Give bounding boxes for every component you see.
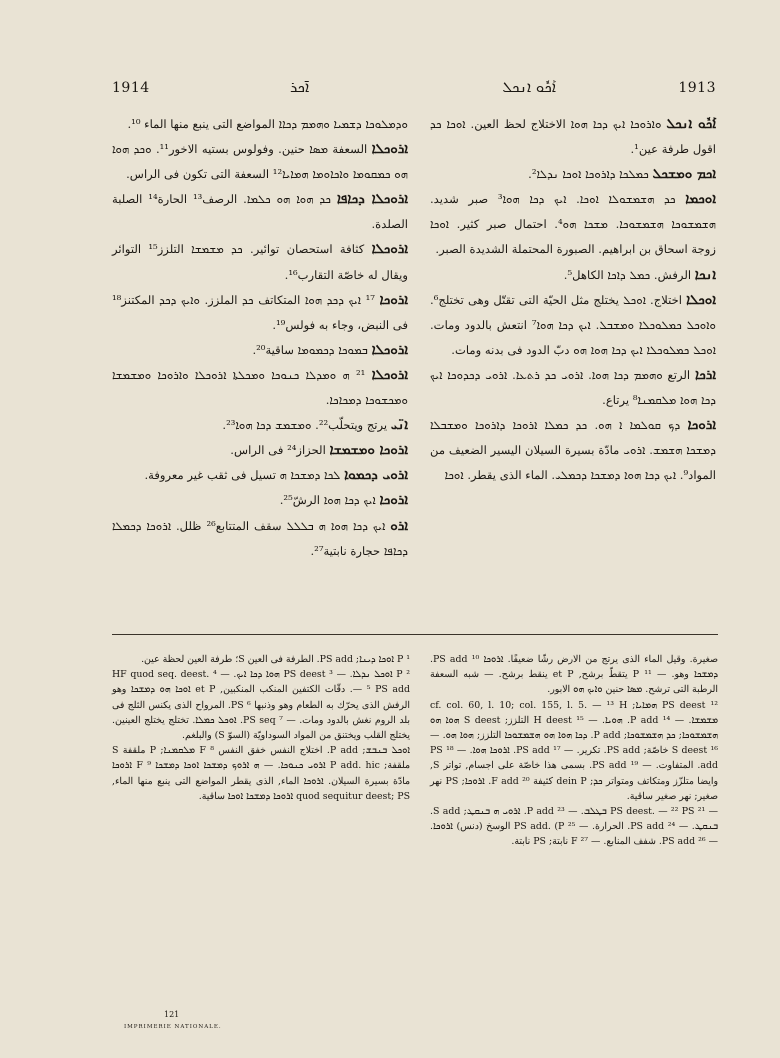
footnote: ¹ P ܐܘܟܐ ܕܝܢܐ; PS add. الطرفة فى العين S؛ طرفة العين لحظة عين. [141,654,410,665]
dictionary-entry [430,263,716,288]
footnote: ܐܘܟܠ ܒܢܒܫ; P add. اختلاج النفس خفق النفس ⁸ F ܡܠܩܡܢܐ; P ملقفة S ملقفة; P add. hic ܐܪܘܝ ܟܢܘܟܐ. — ܗ ܐܪܘܟ ܕܡܫܟܐ ܐܘܟܐ ܕܡܫܟܐ ⁹ F ܐܪܘܟܐ مادّة بسيرة السيلان. ܐܪܘܟܐ الماء, الذى يقطر المواضع التى ينبع منها الماء, quod sequitur deest; PS ܐܪܘܟܐ ܕܡܫܟܐ ܐܘܟܐ ساقية. [112,745,410,802]
right-footnotes [430,652,718,850]
dictionary-entry [112,363,408,413]
footnote: ¹² PS deest ܗܡܐܝܐ; cf. col. 60, l. 10; col. 155, l. 5. — ¹³ H ܡܫܡܫܐ. — ¹⁴ P add. ܗܘܝܐ. — ¹⁵ H deest التلزز; S deest ܗܘܐ ܗܘ ܗܫܡܫܘܟܐ; ܟܕ ܗܫܡܫܘܟܐ; P add. ܕܟܐ ܗܘܐ ܗܘ ܗܫܡܫܘܟܐ التلزز; ܗܘܐ ܗܘ. — ¹⁶ S deest خاصّة; PS add. تكرير. — ¹⁷ PS add. ܐܪܘܟܐ ܗܘܐ. — ¹⁸ PS add. المتفاوت. — ¹⁹ PS add. بسمى هذا خاصّة على اجسام, تواتر S, وايضا متلزّز ومتكاتف ومتواتر ܟܕ; dein P كثيفة ²⁰ F add. ܐܪܘܟܐ; PS نهر صغير; نهر صغير ساقية. [430,699,719,802]
right-running-head: ܐܰܟܽܘ ܐܢܟܠ [502,78,556,96]
left-column [112,112,408,564]
dictionary-entry [430,288,716,363]
entry-headword: ܐܢܟܐ [694,266,716,283]
entry-text: ܟܕ ܗܘܐ ܗܘ ܟܠܡܐ. الرصف¹³ الحارة¹⁴ الصلبة الصلدة. [112,192,408,232]
entry-text: يرتج ويتحلّب²². ܘܡܫܡܫ ܕܟܐ ܗܘܐ²³. [222,418,388,433]
footnote: صغيرة. وقيل الماء الذى يرتج من الارض رشّا ضعيفًا. ܐܪܘܟܐ ¹⁰ PS add. ܕܡܫܟܐ وهو. — ¹¹ P يتقطّ برشح, et P ينقط برشح. — شبه السعفة الرطبة التى ترشح. ܡܣܐ حنين ܘܐܝܟ ܗܘ الابور. [430,654,719,696]
entry-text: الحزاز²⁴ فى الراس. [230,443,326,458]
entry-headword: ܐܪܟܐ [694,366,716,383]
dictionary-entry [112,463,408,488]
dictionary-entry [112,112,408,137]
entry-text: الرتع ܘܗܡܡ ܕܟܐ ܗܘܐ. ܐܪܘܝ ܟܕ ܪܬܥܐ. ܐܪܘܝ ܕܟܕܘܟܐ ܐܝܟ ܕܟܐ ܗܘܐ ܡܠܩܡܢܐ⁸ يرتاع. [430,367,716,408]
entry-headword: ܐܪܘܟܠܐ [371,241,408,258]
entry-headword: ܐܪܘܝ ܕܟܡܘܐ [344,467,408,484]
entry-headword: ܐܪܘܟܠܐ [371,141,408,158]
entry-text: السعفة ܡܣܐ حنين. وفولوس بستيه الاخور¹¹. ܘܟܕ ܗܘܐ ܗܘ ܟܡܩܘܡܐ ܘܐܟܐܘܡܐ ܗܡܐܝܐ¹² السعفة التى تكون فى الراس. [112,142,408,182]
entry-text: ¹⁷ ܐܝܟ ܕܟܕ ܗܘܐ المتكاتف ܟܕ الملزز. ܘܐܝܟ ܕܟܕ المكتنز¹⁸ فى النبض، وجاء به فولس¹⁹. [112,292,408,332]
page-header [112,80,716,102]
dictionary-entry [112,288,408,338]
entry-headword: ܐܪܘ [390,517,408,534]
entry-headword: ܐܘܟܠܐ [686,291,716,308]
dictionary-entry [430,112,716,162]
dictionary-entry [112,338,408,363]
entry-headword: ܐܪܘܟܐ [379,492,408,509]
entry-text: كثافة استحصان توائير. ܟܕ ܡܫܡܫܐ التلزز¹⁵ التوائر ويقال له خاصّة التقارب¹⁶. [112,242,408,282]
dictionary-entry [112,438,408,463]
left-page-number: 1914 [112,80,150,96]
dictionary-entry [430,187,716,262]
dictionary-entry [430,363,716,413]
entry-headword: ܐܪܘܟܐ [379,291,409,308]
entry-text: ܐܝܟ ܕܟܐ ܗܘܐ الرشّ²⁵. [279,493,376,508]
footnote-rule [112,634,718,635]
right-page-number: 1913 [678,80,716,96]
right-column [430,112,716,488]
dictionary-entry [112,413,408,438]
entry-headword: ܐܪܘܟܠܐ [371,366,409,383]
entry-text: اختلاج. ܐܘܟܠ يختلج مثل الحيّة التى تقتّل وهى تختلج⁶. ܘܐܘܟܠ ܟܡܠܘܟܠܐ ܘܡܫܒܠ. ܐܝܟ ܕܟܐ ܗܘܐ⁷ انتعش بالدود ومات. ܐܘܟܠ ܟܡܠܘܟܠܐ ܐܝܟ ܕܟܐ ܗܘܐ ܗܘ دبّ الدود فى بدنه ومات. [430,292,716,357]
entry-text: ܐܝܟ ܕܟܐ ܗܘܐ ܗ ܒܠܠܠ سقف المتتابع²⁶ ظلل. ܐܪܘܟܐ ܕܟܡܠܐ ܕܟܐܦܐ حجارة نابتية²⁷. [112,518,408,558]
dictionary-entry [112,137,408,187]
signature-mark: 121 [164,1010,180,1019]
entry-text: ²¹ ܗ ܘܡܕܠܐ ܟܢܘܟܐ ܘܡܟܠܬܐ ܐܪܘܟܠܐ ܘܐܪܘܟܐ ܘܡܫܡܫܐ ܘܡܟܫܘܟܐ ܕܡܟܐܟܐ. [112,367,408,408]
footnote: ² P ܐܘܟܠ ܢܕܠܐ. — ³ PS deest ܗܘܐ ܕܟܐ ܐܝܟ. — ⁴ HF quod seq. deest. — ⁵ PS add. دقّات الكتفين المنكب المنكبين, et P ܐܘܟܐ ܗܘ ܕܡܫܟܐ وهو الرفش الذى يحرّك به الطعام وهو وذنبها ⁶ PS. المرواح الذى يكنس الثلج فى بلد الروم نغش بالدود ومات. — ⁷ PS seq. ܐܘܟܠ ܟܡܠܐ. تختلج يختلج العينين. يختلج القلب ويختنق من المواد السوداويّة (السوّ S) والبلغم. [112,669,411,742]
entry-headword: ܐܘܟܡܐ [685,191,716,208]
entry-text: ܕܟ ܩܘܠܡܐ ܐ ܗܘ. ܟܕ ܟܡܠܐ ܐܪܘܟܐ ܕܐܪܘܟܐ ܘܡܫܒܠܐ ܕܡܫܟܐ ܗܫܡܫ. ܐܪܘܝ مادّة بسيرة السيلان اليسير الضعيف من المواد⁹. ܐܝܟ ܕܟܐ ܗܘܐ ܕܡܫܟܐ ܕܟܡܠܝ. الماء الذى يقطر. ܐܘܟܐ [430,418,716,483]
entry-headword: ܐܢ̈ܝ [390,417,408,434]
entry-headword: ܐܪܘܟܐ ܘܡܫܡܫܐ [329,442,408,459]
dictionary-entry [112,488,408,513]
entry-text: ܘܕܡܠܘܟܐ ܕܫܡܝܐ ܘܗܡܡ ܕܟܐܐ المواضع التى ينبع منها الماء ¹⁰. [127,117,408,131]
entry-text: ܘܐܪܘܟܐ ܐܝܟ ܕܟܐ ܗܘܐ الاختلاج لحظ العين. ܐܘܟܐ ܟܕ اقول طرفة عين¹. [430,117,716,157]
entry-text: ܟܕ ܗܫܡܫܘܠܐ ܐܘܟܐ. ܐܝܟ ܕܟܐ ܗܘܐ³ صبر شديد. ܗܫܡܫܘܟܐ ܗܫܡܫܘܟܐ. ܡܫܟܐ ܗܘ⁴. احتمال صبر كثير. ܐܘܟܐ زوجة اسحاق بن ابراهيم. الصبورة المحتملة الشديدة الصبر. [430,192,716,257]
dictionary-entry [112,514,408,564]
entry-headword: ܐܰܟܽܘ ܐܢܟܠ [666,116,716,132]
left-running-head: ܐ̄ܟܪ [290,78,310,96]
left-footnotes [112,652,410,804]
dictionary-entry [430,162,716,187]
entry-text: الرفش. ܟܡܠ ܕܐܟܐ الكاهل⁵. [563,267,692,282]
dictionary-entry [112,237,408,287]
dictionary-entry [430,413,716,488]
footnote: — ²¹ PS deest. — ²² PS ܒܛܠܒ. — ²³ P add. ܐܪܘܝ ܗ ܒܢܩܛ; S add. ܒܢܩܛ. — ²⁴ PS add. الحرارة. — ²⁵ PS add. (P الوسخ (دنس) ܐܪܘܟܐ. — ²⁶ PS add. شفف المنابع. — ²⁷ F نابتة; PS نابتة. [430,806,719,848]
printer-imprint: IMPRIMERIE NATIONALE. [124,1024,222,1030]
dictionary-entry [112,187,408,237]
entry-headword: ܐܪܘܟܠܐ [371,341,408,358]
entry-text: ܠܟܐ ܕܡܫܟܐ ܗ تسيل فى ثقب غير معروفة. [144,468,341,483]
entry-headword: ܐܪܘܟܠܐ ܕܟܐܦܐ [336,191,408,208]
entry-headword: ܐܟܡ ܘܡܫܟܠ [652,166,716,183]
entry-text: ܒܡܘܟܐ ܕܟܡܘܡܐ ساقية²⁰. [252,342,368,357]
entry-text: ܟܡܠܟܐ ܕܐܪܘܟܐ ܐܘܟܐ ܢܕܠܐ². [528,167,649,182]
entry-headword: ܐܪܘܟܐ [687,417,716,434]
